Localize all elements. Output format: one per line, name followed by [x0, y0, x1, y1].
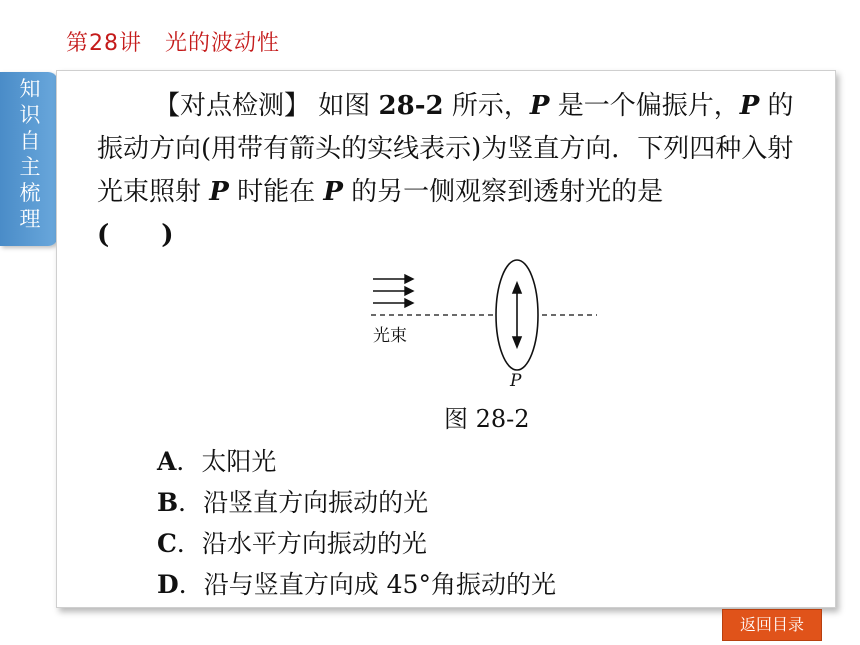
- option-letter: B: [157, 488, 179, 517]
- question-part: 所示，: [443, 91, 530, 121]
- content-panel: [56, 70, 836, 608]
- question-part: 的另一侧观察到透射光的是: [342, 177, 664, 207]
- question-part: 时能在: [228, 177, 324, 207]
- back-to-contents-button[interactable]: 返回目录: [722, 609, 822, 641]
- beam-label: 光束: [373, 326, 407, 346]
- variable-p: P: [529, 91, 550, 121]
- option-c[interactable]: [157, 523, 797, 564]
- side-tab-label: 知识自主梳理: [19, 77, 41, 231]
- question-part: 的振动方向(用带有箭头的实线表示)为竖直方向．下列四种入射光束照射: [97, 91, 794, 207]
- variable-p: P: [209, 177, 229, 207]
- question-text: [97, 85, 817, 257]
- polarizer-diagram: [367, 257, 617, 397]
- lecture-title: 第28讲 光的波动性: [66, 31, 280, 56]
- question-part: 是一个偏振片，: [549, 91, 740, 121]
- answer-blank: ( ): [97, 220, 174, 250]
- polarizer-figure: [367, 257, 617, 397]
- question-tag: 【对点检测】: [154, 91, 311, 121]
- polarizer-label: P: [510, 371, 522, 391]
- option-text: ．太阳光: [176, 447, 277, 476]
- option-b[interactable]: [157, 482, 797, 523]
- option-text: ．沿与竖直方向成 45°角振动的光: [178, 570, 556, 599]
- question-part: 如图: [318, 91, 379, 121]
- option-d[interactable]: [157, 564, 797, 605]
- option-letter: A: [157, 447, 177, 476]
- variable-p: P: [323, 177, 343, 207]
- side-tab-knowledge-review[interactable]: [0, 72, 58, 246]
- figure-caption: 图 28-2: [444, 405, 530, 433]
- option-text: ．沿竖直方向振动的光: [178, 488, 429, 517]
- options-list: [157, 441, 797, 605]
- figure-reference: 28-2: [378, 91, 444, 121]
- option-text: ．沿水平方向振动的光: [176, 529, 427, 558]
- option-letter: D: [157, 570, 179, 599]
- option-letter: C: [157, 529, 177, 558]
- variable-p: P: [739, 91, 760, 121]
- option-a[interactable]: [157, 441, 797, 482]
- incident-arrows-icon: [373, 275, 413, 307]
